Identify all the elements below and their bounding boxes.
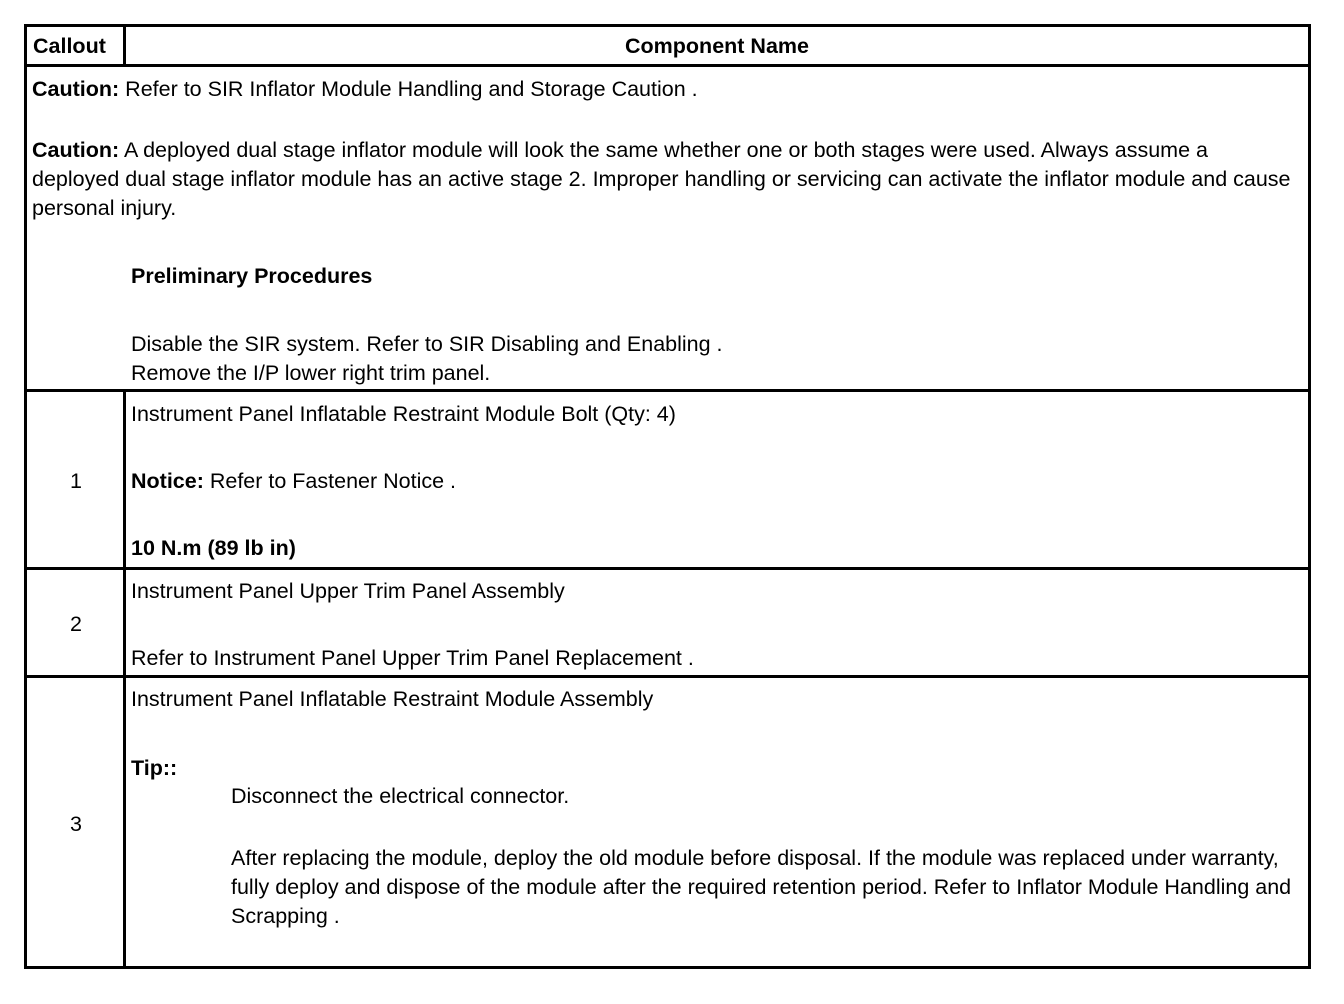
caution-2-text: A deployed dual stage inflator module will look the same whether one or both stages were used. Always assume a deployed dual stage inflator module has an active stage 2. Improper handling or servicing can activate the inflator module and cause personal injury. [32,138,1291,220]
caution-2 [32,136,1294,223]
row3-tip-2: After replacing the module, deploy the old module before disposal. If the module was replaced under warranty, fully deploy and dispose of the module after the required retention period. Refer to Inflator Module Handling and Scrapping . [231,846,1292,928]
caution-1-label: Caution: [32,77,120,101]
preliminary-step-1: Disable the SIR system. Refer to SIR Disabling and Enabling . [131,332,723,356]
row2-divider [27,675,1308,678]
row1-notice-text: Refer to Fastener Notice . [203,469,457,493]
row2-refer: Refer to Instrument Panel Upper Trim Panel Replacement . [131,646,694,670]
row1-divider [27,567,1308,570]
row2-component-name: Instrument Panel Upper Trim Panel Assembly [131,579,565,603]
row1-torque: 10 N.m (89 lb in) [131,536,296,560]
header-divider [27,64,1308,67]
intro-divider [27,389,1308,392]
callout-2: 2 [70,612,82,636]
caution-2-label: Caution: [32,138,120,162]
row3-tip-1: Disconnect the electrical connector. [231,784,570,808]
caution-1-text: Refer to SIR Inflator Module Handling and Storage Caution . [119,77,698,101]
procedure-table [24,24,1311,969]
row3-tip-label: Tip:: [131,756,178,780]
caution-1 [32,76,698,102]
preliminary-heading: Preliminary Procedures [131,264,373,288]
callout-3: 3 [70,812,82,836]
preliminary-step-2: Remove the I/P lower right trim panel. [131,361,491,385]
callout-header: Callout [33,34,106,58]
row1-notice-label: Notice: [131,469,204,493]
component-name-header: Component Name [625,34,809,58]
row1-notice [131,468,456,494]
row3-component-name: Instrument Panel Inflatable Restraint Module Assembly [131,687,654,711]
callout-1: 1 [70,469,82,493]
row1-component-name: Instrument Panel Inflatable Restraint Module Bolt (Qty: 4) [131,402,676,426]
